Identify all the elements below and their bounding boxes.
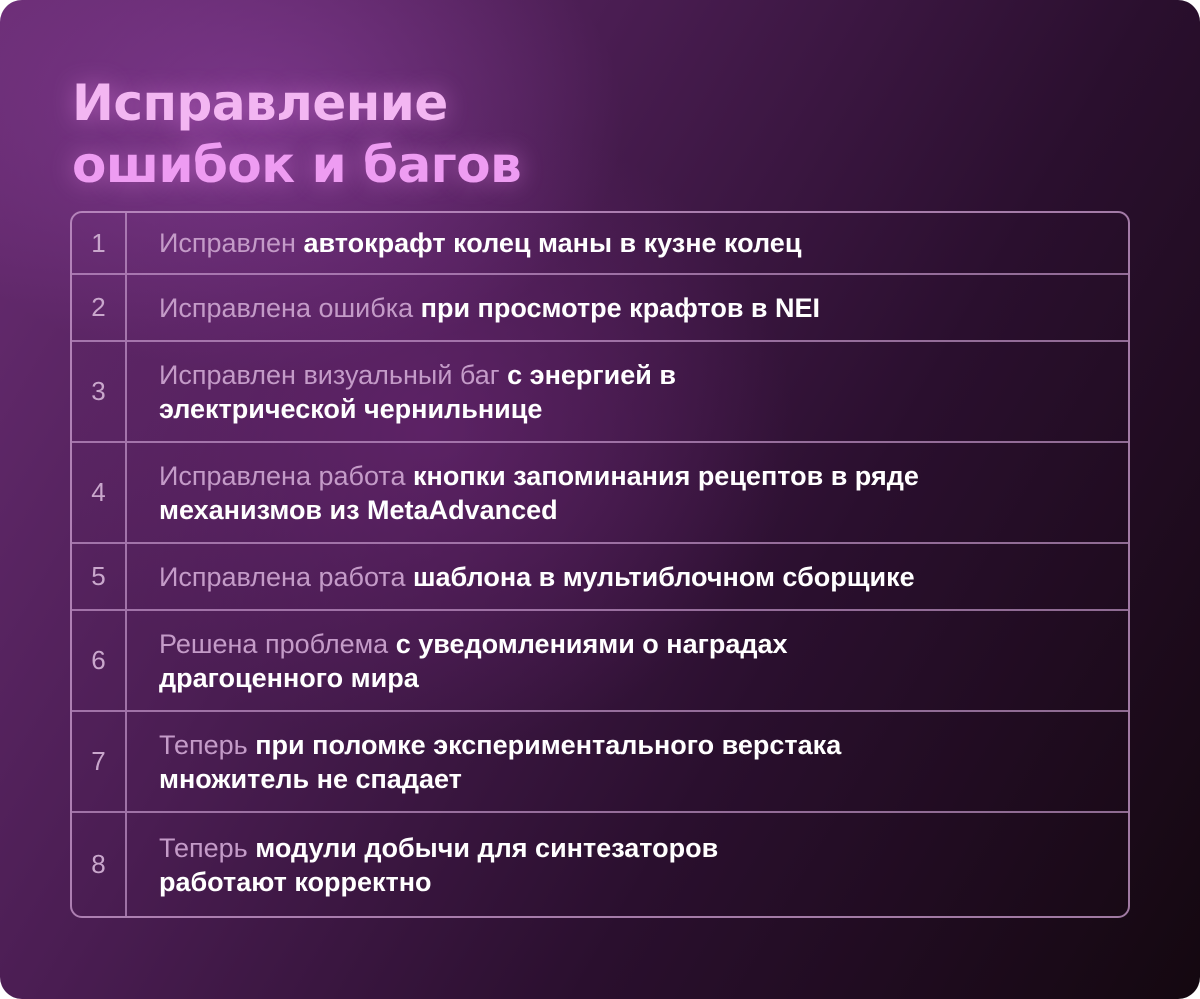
table-row [72, 443, 1128, 544]
row-detail-text: автокрафт колец маны в кузне колец [303, 228, 802, 258]
row-number: 6 [72, 611, 127, 710]
row-number: 7 [72, 712, 127, 811]
row-text [127, 712, 1128, 811]
row-lead-text: Исправлена работа [159, 460, 406, 491]
table-row [72, 342, 1128, 443]
table-row [72, 611, 1128, 712]
title-line-2: ошибок и багов [72, 136, 522, 194]
table-row [72, 813, 1128, 916]
row-lead-text: Исправлен [159, 228, 296, 258]
row-text [127, 275, 1128, 340]
row-text [127, 544, 1128, 609]
row-lead-text: Теперь [159, 832, 248, 863]
fixes-table [70, 211, 1130, 918]
page-title [72, 72, 772, 196]
row-detail-text: при поломке экспериментального верстака множитель не спадает [159, 729, 842, 794]
row-lead-text: Исправлен визуальный баг [159, 359, 500, 390]
row-text [127, 342, 1128, 441]
title-line-1: Исправление [72, 74, 448, 132]
row-detail-text: шаблона в мультиблочном сборщике [413, 561, 915, 592]
row-text [127, 611, 1128, 710]
row-detail-text: кнопки запоминания рецептов в ряде механизмов из MetaAdvanced [159, 460, 919, 525]
row-number: 1 [72, 213, 127, 273]
row-number: 4 [72, 443, 127, 542]
row-lead-text: Исправлена работа [159, 561, 406, 592]
row-text [127, 213, 1128, 273]
row-detail-text: с энергией в электрической чернильнице [159, 359, 676, 424]
row-number: 2 [72, 275, 127, 340]
row-number: 8 [72, 813, 127, 916]
row-text [127, 443, 1128, 542]
row-detail-text: модули добычи для синтезаторов работают корректно [159, 832, 719, 897]
row-detail-text: с уведомлениями о наградах драгоценного мира [159, 628, 788, 693]
row-number: 3 [72, 342, 127, 441]
table-row [72, 275, 1128, 342]
row-lead-text: Исправлена ошибка [159, 292, 414, 323]
table-row [72, 544, 1128, 611]
table-row [72, 712, 1128, 813]
row-lead-text: Решена проблема [159, 628, 389, 659]
row-text [127, 813, 1128, 916]
row-lead-text: Теперь [159, 729, 248, 760]
row-detail-text: при просмотре крафтов в NEI [420, 292, 821, 323]
table-row [72, 213, 1128, 275]
row-number: 5 [72, 544, 127, 609]
